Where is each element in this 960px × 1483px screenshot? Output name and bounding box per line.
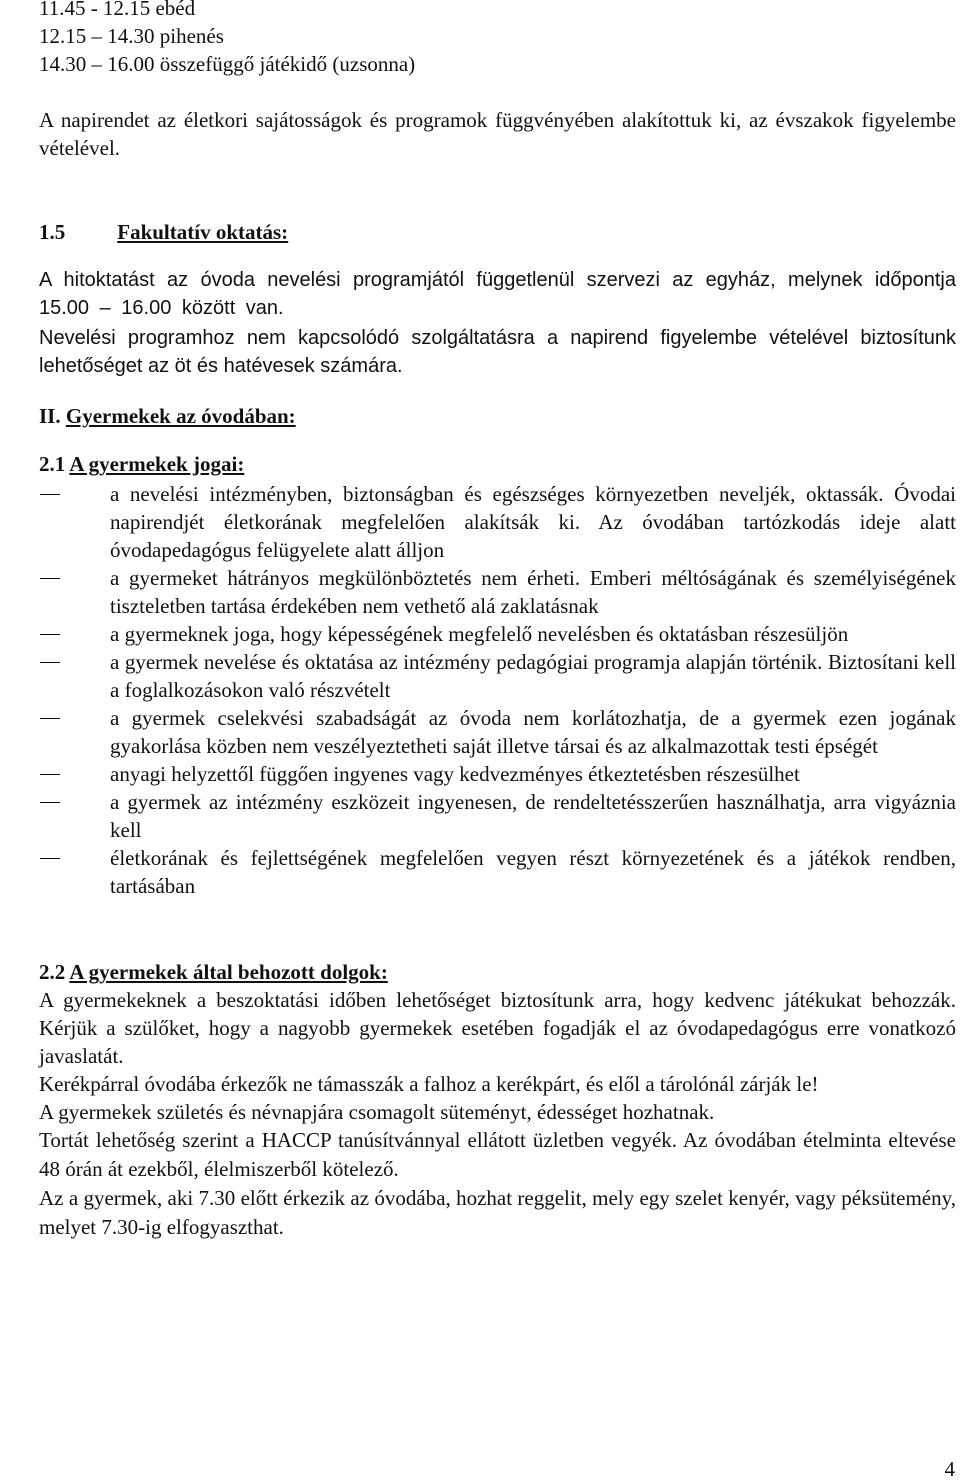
list-item — [39, 788, 956, 844]
list-item-text: a nevelési intézményben, biztonságban és egészséges környezetben neveljék, oktassák. Óvodai napirendjét életkorának megfelelően alakítsák ki. Az óvodában tartózkodás ideje alatt óvodapedagógus felügyelete alatt álljon — [110, 482, 956, 562]
schedule-line: 12.15 – 14.30 pihenés — [39, 24, 224, 48]
schedule-line: 14.30 – 16.00 összefüggő játékidő (uzsonna) — [39, 52, 416, 76]
dash-bullet-icon — [40, 494, 60, 495]
page-number: 4 — [944, 1457, 955, 1481]
list-item — [39, 648, 956, 704]
list-item — [39, 760, 956, 788]
chapter-title: Gyermekek az óvodában: — [65, 404, 296, 428]
paragraph: Nevelési programhoz nem kapcsolódó szolgáltatásra a napirend figyelembe vételével biztosítunk lehetőséget az öt és hatévesek számára. — [39, 327, 956, 377]
section-number: 1.5 — [39, 220, 66, 244]
rights-list — [39, 480, 956, 900]
section-title: A gyermekek által behozott dolgok: — [69, 960, 388, 984]
list-item-text: a gyermeknek joga, hogy képességének megfelelő nevelésben és oktatásban részesüljön — [110, 622, 849, 646]
list-item-text: a gyermek cselekvési szabadságát az óvoda nem korlátozhatja, de a gyermek ezen jogának gyakorlása közben nem veszélyeztetheti saját illetve társai és az alkalmazottak testi épségét — [110, 706, 956, 758]
dash-bullet-icon — [40, 802, 60, 803]
section-title: Fakultatív oktatás: — [117, 220, 289, 244]
dash-bullet-icon — [40, 858, 60, 859]
section-title: A gyermekek jogai: — [69, 452, 245, 476]
list-item-text: a gyermek nevelése és oktatása az intézmény pedagógiai programja alapján történik. Biztosítani kell a foglalkozásokon való részvételt — [110, 650, 956, 702]
list-item-text: a gyermek az intézmény eszközeit ingyenesen, de rendeltetésszerűen használhatja, arra vigyáznia kell — [110, 790, 956, 842]
dash-bullet-icon — [40, 718, 60, 719]
section-number: 2.2 — [39, 960, 66, 984]
list-item-text: a gyermeket hátrányos megkülönböztetés nem érheti. Emberi méltóságának és személyiségének tiszteletben tartása érdekében nem vethető alá zaklatásnak — [110, 566, 956, 618]
list-item — [39, 564, 956, 620]
intro-paragraph: A napirendet az életkori sajátosságok és programok függvényében alakítottuk ki, az évszakok figyelembe vételével. — [39, 108, 956, 160]
list-item-text: életkorának és fejlettségének megfelelően vegyen részt környezetének és a játékok rendben, tartásában — [110, 846, 956, 898]
list-item — [39, 704, 956, 760]
paragraph: Az a gyermek, aki 7.30 előtt érkezik az óvodába, hozhat reggelit, mely egy szelet kenyér, vagy péksütemény, melyet 7.30-ig elfogyaszthat. — [39, 1186, 956, 1239]
section-number: 2.1 — [39, 452, 66, 476]
section-heading-2-2 — [39, 958, 956, 986]
dash-bullet-icon — [40, 774, 60, 775]
paragraph: A gyermekeknek a beszoktatási időben lehetőséget biztosítunk arra, hogy kedvenc játékukat behozzák. Kérjük a szülőket, hogy a nagyobb gyermekek esetében fogadják el az óvodapedagógus erre vonatkozó javaslatát. — [39, 988, 956, 1068]
dash-bullet-icon — [40, 662, 60, 663]
paragraph: Tortát lehetőség szerint a HACCP tanúsítvánnyal ellátott üzletben vegyék. Az óvodában ételminta eltevése 48 órán át ezekből, élelmiszerből kötelező. — [39, 1128, 956, 1181]
chapter-heading — [39, 402, 956, 430]
schedule-line: 11.45 - 12.15 ebéd — [39, 0, 196, 20]
chapter-number: II. — [39, 404, 61, 428]
paragraph: Kerékpárral óvodába érkezők ne támasszák a falhoz a kerékpárt, és elől a tárolónál zárják le! — [39, 1072, 819, 1096]
list-item — [39, 844, 956, 900]
paragraph: A hitoktatást az óvoda nevelési programjától függetlenül szervezi az egyház, melynek időpontja 15.00 – 16.00 között van. — [39, 269, 956, 319]
document-page — [39, 0, 956, 1242]
list-item-text: anyagi helyzettől függően ingyenes vagy kedvezményes étkeztetésben részesülhet — [110, 762, 800, 786]
paragraph: A gyermekek születés és névnapjára csomagolt süteményt, édességet hozhatnak. — [39, 1100, 715, 1124]
dash-bullet-icon — [40, 578, 60, 579]
section-heading-2-1 — [39, 450, 956, 478]
dash-bullet-icon — [40, 634, 60, 635]
list-item — [39, 480, 956, 564]
section-heading-1-5 — [39, 218, 956, 246]
list-item — [39, 620, 956, 648]
